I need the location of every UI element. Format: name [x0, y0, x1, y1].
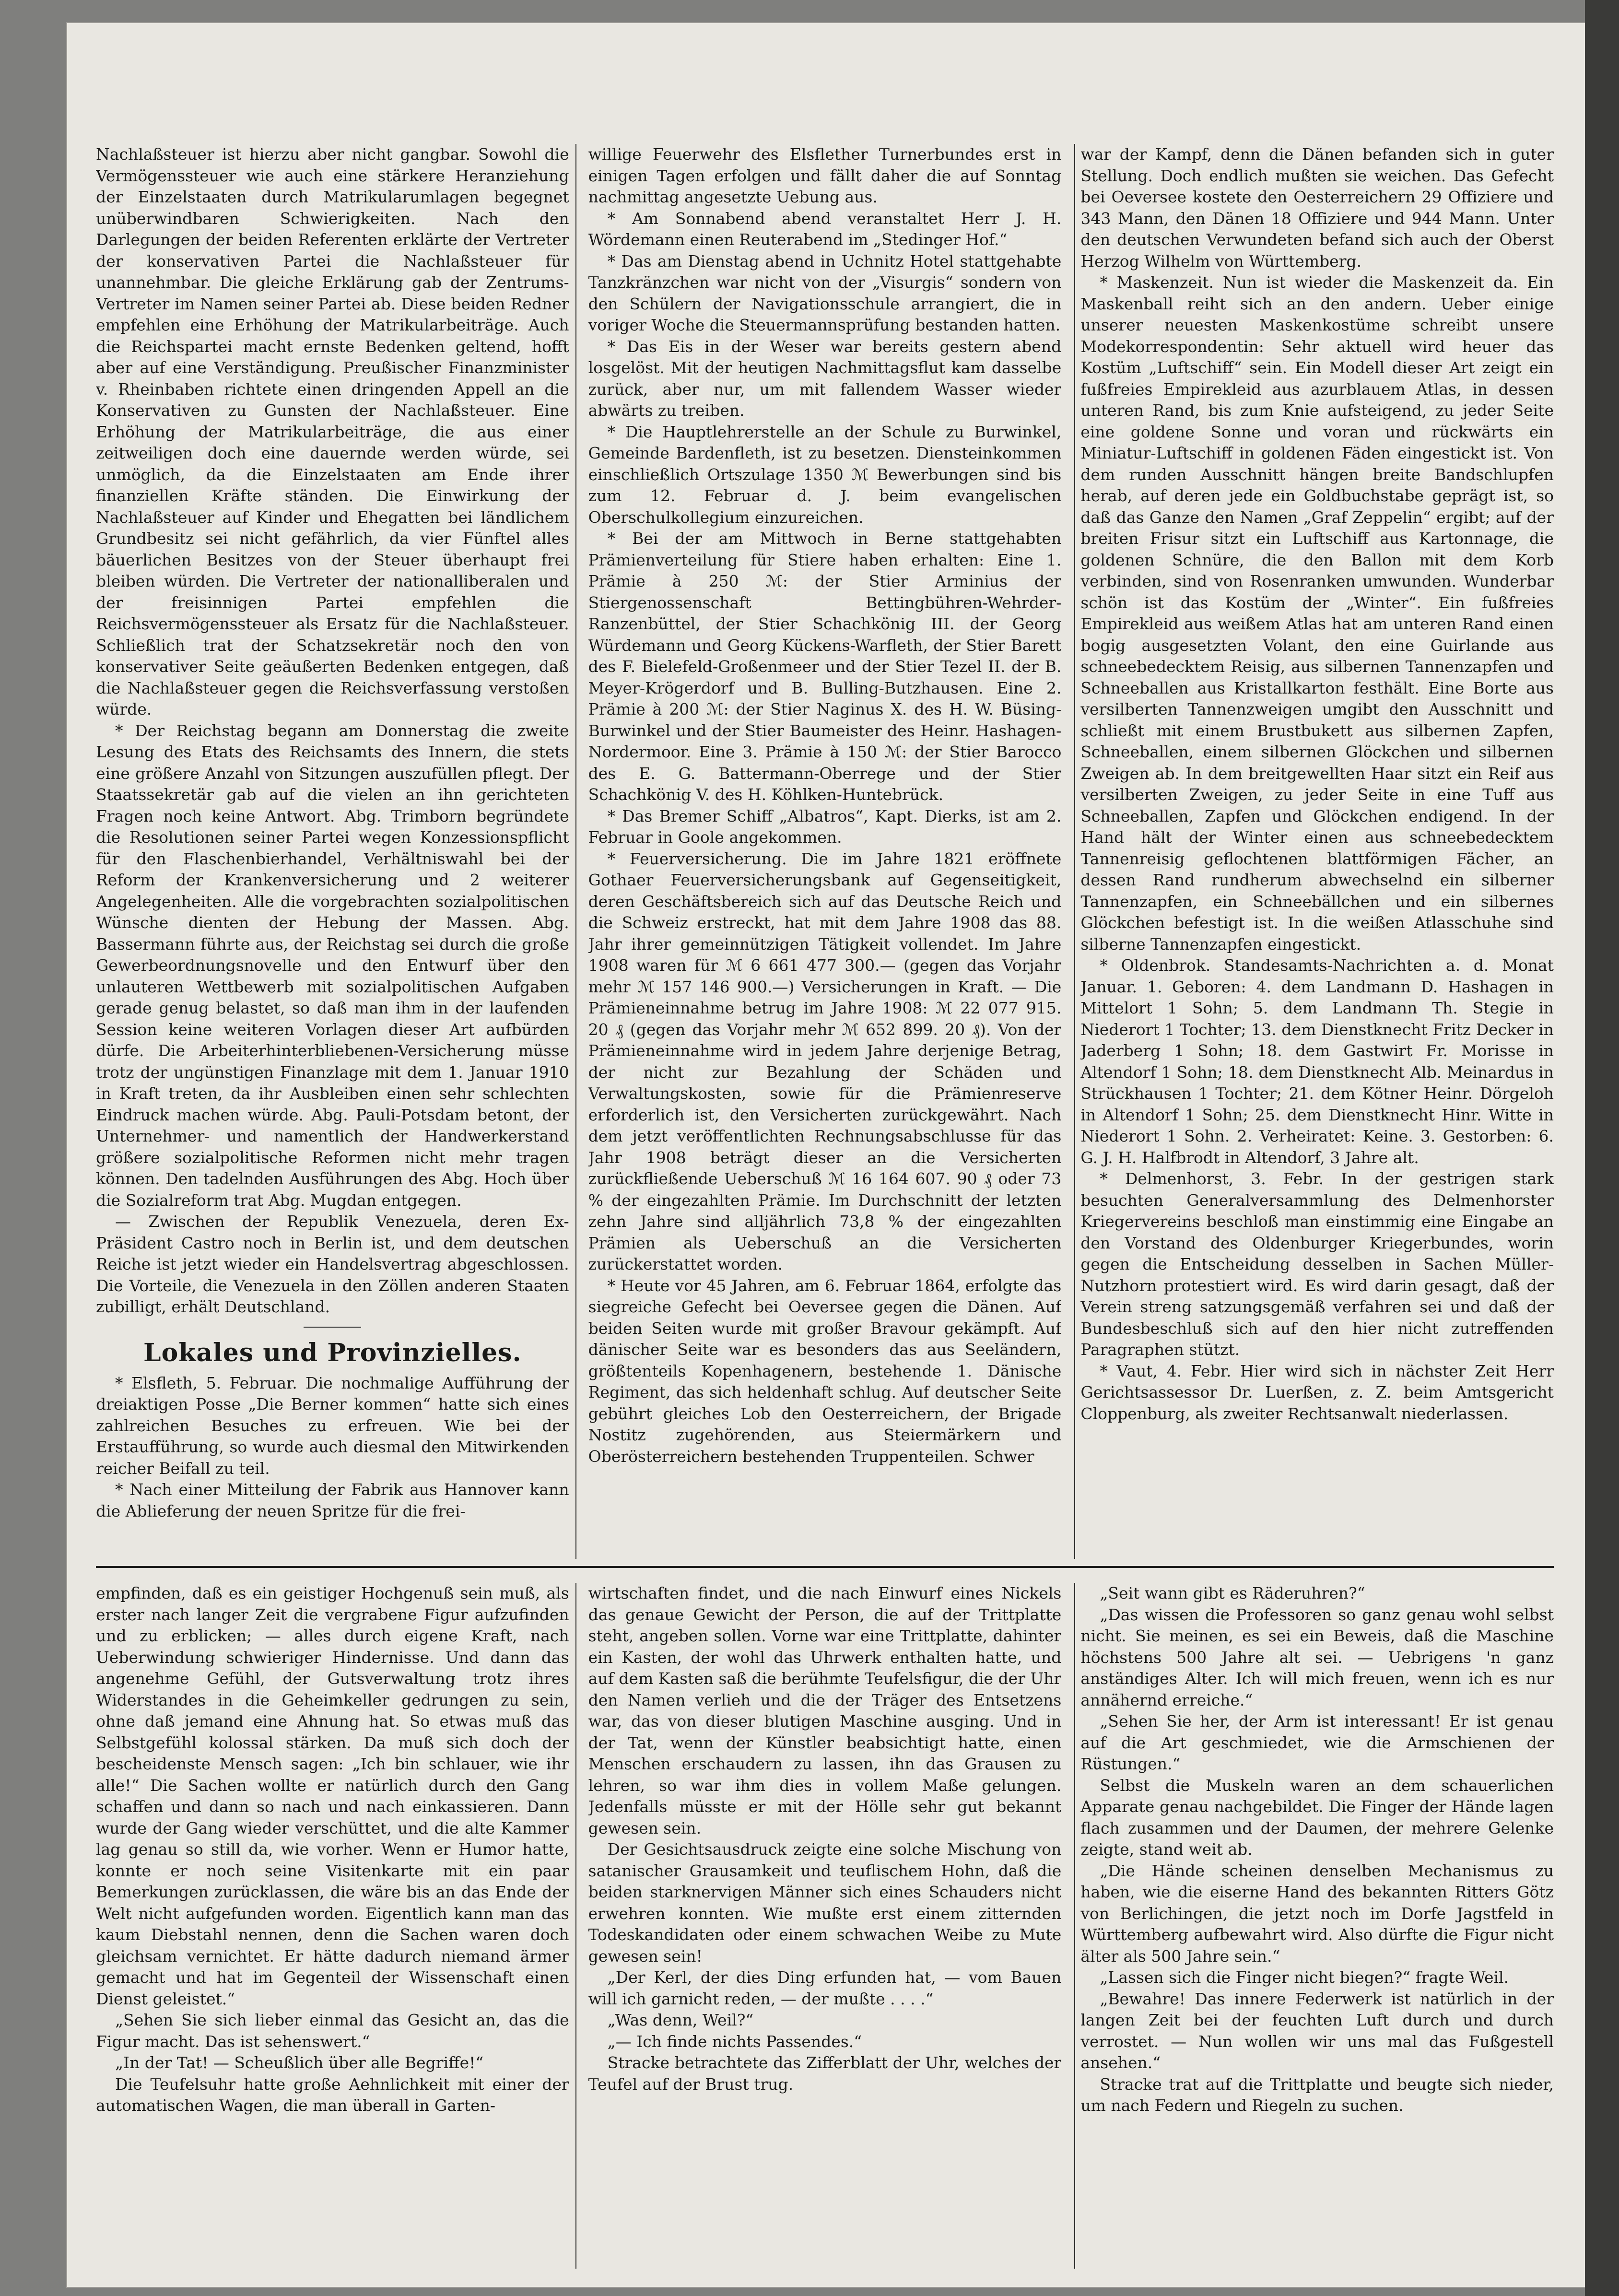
paragraph: * Das Bremer Schiff „Albatros“, Kapt. Dierks, ist am 2. Februar in Goole angekommen.	[588, 806, 1062, 847]
column-bottom-2	[588, 1583, 1062, 2269]
paragraph: * Das Eis in der Weser war bereits gestern abend losgelöst. Mit der heutigen Nachmittagsflut kam dasselbe zurück, aber nur, um mit fallendem Wasser wieder abwärts zu treiben.	[588, 337, 1062, 420]
column-bottom-3	[1080, 1583, 1554, 2269]
paragraph: Selbst die Muskeln waren an dem schauerlichen Apparate genau nachgebildet. Die Finger der Hände lagen flach zusammen und der Daumen, der mehrere Gelenke zeigte, stand weit ab.	[1080, 1776, 1554, 1859]
section-rule	[304, 1327, 361, 1328]
paragraph: * Nach einer Mitteilung der Fabrik aus Hannover kann die Ablieferung der neuen Spritze für die frei-	[96, 1480, 569, 1520]
paragraph: „Das wissen die Professoren so ganz genau wohl selbst nicht. Sie meinen, es sei ein Beweis, daß die Maschine höchstens 500 Jahre alt sei. — Uebrigens 'n ganz anständiges Alter. Ich will mich freuen, wenn ich es nur annähernd erreiche.“	[1080, 1605, 1554, 1709]
paragraph: „Lassen sich die Finger nicht biegen?“ fragte Weil.	[1100, 1968, 1509, 1987]
paragraph: Nachlaßsteuer ist hierzu aber nicht gangbar. Sowohl die Vermögenssteuer wie auch eine stärkere Heranziehung der Einzelstaaten durch Matrikularumlagen begegnet unüberwindbaren Schwierigkeiten. Nach den Darlegungen der beiden Referenten erklärte der Vertreter der konservativen Partei die Nachlaßsteuer für unannehmbar. Die gleiche Erklärung gab der Zentrums-Vertreter im Namen seiner Partei ab. Diese beiden Redner empfehlen eine Erhöhung der Matrikularbeiträge. Auch die Reichspartei macht ernste Bedenken geltend, hofft aber auf eine Verständigung. Preußischer Finanzminister v. Rheinbaben richtete einen dringenden Appell an die Konservativen zu Gunsten der Nachlaßsteuer. Eine Erhöhung der Matrikularbeiträge, die aus einer zeitweiligen doch eine dauernde werden würde, sei unmöglich, da die Einzelstaaten am Ende ihrer finanziellen Kräfte ständen. Die Einwirkung der Nachlaßsteuer auf Kinder und Ehegatten bei ländlichem Grundbesitz sei nicht gefährlich, da vier Fünftel alles bäuerlichen Besitzes von der Steuer überhaupt frei bleiben würden. Die Vertreter der nationalliberalen und der freisinnigen Partei empfehlen die Reichsvermögenssteuer als Ersatz für die Nachlaßsteuer. Schließlich trat der Schatzsekretär noch den von konservativer Seite geäußerten Bedenken entgegen, daß die Nachlaßsteuer gegen die Reichsverfassung verstoßen würde.	[96, 145, 569, 718]
paragraph: * Feuerversicherung. Die im Jahre 1821 eröffnete Gothaer Feuerversicherungsbank auf Gegenseitigkeit, deren Geschäftsbereich sich auf das Deutsche Reich und die Schweiz erstreckt, hat mit dem Jahre 1908 das 88. Jahr ihrer gemeinnützigen Tätigkeit vollendet. Im Jahre 1908 waren für ℳ 6 661 477 300.— (gegen das Vorjahr mehr ℳ 157 146 900.—) Versicherungen in Kraft. — Die Prämieneinnahme betrug im Jahre 1908: ℳ 22 077 915. 20 ₰ (gegen das Vorjahr mehr ℳ 652 899. 20 ₰). Von der Prämieneinnahme wird in jedem Jahre derjenige Betrag, der nicht zur Bezahlung der Schäden und Verwaltungskosten, sowie für die Prämienreserve erforderlich ist, den Versicherten zurückgewährt. Nach dem jetzt veröffentlichten Rechnungsabschlusse für das Jahr 1908 beträgt dieser an die Versicherten zurückfließende Ueberschuß ℳ 16 164 607. 90 ₰ oder 73 % der eingezahlten Prämie. Im Durchschnitt der letzten zehn Jahre sind alljährlich 73,8 % der eingezahlten Prämien als Ueberschuß an die Versicherten zurückerstattet worden.	[588, 849, 1062, 1273]
paragraph: „Der Kerl, der dies Ding erfunden hat, — vom Bauen will ich garnicht reden, — der mußte . . . .“	[588, 1968, 1062, 2008]
paragraph: Der Gesichtsausdruck zeigte eine solche Mischung von satanischer Grausamkeit und teuflischem Hohn, daß die beiden starknervigen Männer sich eines Schauders nicht erwehren konnten. Wie mußte erst einem zitternden Todeskandidaten oder einem schwachen Weibe zu Mute gewesen sein!	[588, 1840, 1062, 1966]
paragraph: * Am Sonnabend abend veranstaltet Herr J. H. Wördemann einen Reuterabend im „Stedinger Hof.“	[588, 209, 1062, 249]
paragraph: willige Feuerwehr des Elsflether Turnerbundes erst in einigen Tagen erfolgen und fällt daher die auf Sonntag nachmittag angesetzte Uebung aus.	[588, 145, 1062, 206]
column-rule	[1074, 1583, 1075, 2269]
paragraph: „Was denn, Weil?“	[607, 2011, 754, 2029]
paragraph: Die Teufelsuhr hatte große Aehnlichkeit mit einer der automatischen Wagen, die man überall in Garten-	[96, 2074, 569, 2115]
paragraph: empfinden, daß es ein geistiger Hochgenuß sein muß, als erster nach langer Zeit die vergrabene Figur aufzufinden und zu erblicken; — alles durch eigene Kraft, nach Ueberwindung schwieriger Hindernisse. Und dann das angenehme Gefühl, der Gutsverwaltung trotz ihres Widerstandes in die Geheimkeller gedrungen zu sein, ohne daß jemand eine Ahnung hat. So etwas muß das Selbstgefühl kolossal stärken. Da muß sich doch der bescheidenste Mensch sagen: „Ich bin schlauer, wie ihr alle!“ Die Sachen wollte er natürlich durch den Gang schaffen und dann so nach und nach einkassieren. Dann wurde der Gang wieder verschüttet, und die alte Kammer lag genau so still da, wie vorher. Wenn er Humor hatte, konnte er noch seine Visitenkarte mit ein paar Bemerkungen zurücklassen, die wäre bis an das Ende der Welt nicht aufgefunden worden. Eigentlich kann man das kaum Diebstahl nennen, denn die Sachen waren doch gleichsam vernichtet. Er hätte dadurch niemand ärmer gemacht und hat im Gegenteil der Wissenschaft einen Dienst geleistet.“	[96, 1584, 569, 2008]
column-bottom-1	[96, 1583, 569, 2269]
paragraph: * Delmenhorst, 3. Febr. In der gestrigen stark besuchten Generalversammlung des Delmenhorster Kriegervereins beschloß man einstimmig eine Eingabe an den Vorstand des Oldenburger Kriegerbundes, worin gegen die Entscheidung desselben in Sachen Müller-Nutzhorn protestiert wird. Es wird darin gesagt, daß der Verein streng satzungsgemäß verfahren sei und daß der Bundesbeschluß sich auf den hier nicht zutreffenden Paragraphen stützt.	[1080, 1169, 1554, 1359]
scan-edge	[1585, 0, 1619, 2296]
paragraph: * Heute vor 45 Jahren, am 6. Februar 1864, erfolgte das siegreiche Gefecht bei Oeversee gegen die Dänen. Auf beiden Seiten wurde mit großer Bravour gekämpft. Auf dänischer Seite war es besonders das aus Seeländern, größtenteils Kopenhagenern, bestehende 1. Dänische Regiment, das sich heldenhaft schlug. Auf deutscher Seite gebührt gleiches Lob den Oesterreichern, der Brigade Nostitz zugehörenden, aus Steiermärkern und Oberösterreichern bestehenden Truppenteilen. Schwer	[588, 1276, 1062, 1466]
top-section	[96, 144, 1554, 1559]
paragraph: * Vaut, 4. Febr. Hier wird sich in nächster Zeit Herr Gerichtsassessor Dr. Luerßen, z. Z. beim Amtsgericht Cloppenburg, als zweiter Rechtsanwalt niederlassen.	[1080, 1361, 1554, 1423]
paragraph: „Bewahre! Das innere Federwerk ist natürlich in der langen Zeit bei der feuchten Luft durch und durch verrostet. — Nun wollen wir uns mal das Fußgestell ansehen.“	[1080, 1989, 1554, 2072]
feuilleton-rule	[96, 1566, 1554, 1568]
section-heading: Lokales und Provinzielles.	[143, 1338, 522, 1367]
paragraph: — Zwischen der Republik Venezuela, deren Ex-Präsident Castro noch in Berlin ist, und dem deutschen Reiche ist jetzt wieder ein Handelsvertrag abgeschlossen. Die Vorteile, die Venezuela in den Zöllen anderen Staaten zubilligt, erhält Deutschland.	[96, 1212, 569, 1316]
feuilleton-section	[96, 1583, 1554, 2269]
paragraph: „In der Tat! — Scheußlich über alle Begriffe!“	[115, 2053, 484, 2072]
column-top-2	[588, 144, 1062, 1559]
paragraph: * Elsfleth, 5. Februar. Die nochmalige Aufführung der dreiaktigen Posse „Die Berner kommen“ hatte sich eines zahlreichen Besuches zu erfreuen. Wie bei der Erstaufführung, so wurde auch diesmal den Mitwirkenden reicher Beifall zu teil.	[96, 1373, 569, 1478]
paragraph: * Oldenbrok. Standesamts-Nachrichten a. d. Monat Januar. 1. Geboren: 4. dem Landmann D. Hashagen in Mittelort 1 Sohn; 5. dem Landmann Th. Stegie in Niederort 1 Tochter; 13. dem Dienstknecht Fritz Decker in Jaderberg 1 Sohn; 18. dem Gastwirt Fr. Morisse in Altendorf 1 Sohn; 18. dem Dienstknecht Alb. Meinardus in Strückhausen 1 Tochter; 21. dem Kötner Heinr. Dörgeloh in Altendorf 1 Sohn; 25. dem Dienstknecht Hinr. Witte in Niederort 1 Sohn. 2. Verheiratet: Keine. 3. Gestorben: 6. G. J. H. Halfbrodt in Altendorf, 3 Jahre alt.	[1080, 956, 1554, 1167]
column-top-1	[96, 144, 569, 1559]
column-rule	[575, 1583, 576, 2269]
paragraph: „Die Hände scheinen denselben Mechanismus zu haben, wie die eiserne Hand des bekannten Ritters Götz von Berlichingen, die jetzt noch im Dorfe Jagstfeld in Württemberg aufbewahrt wird. Also dürfte die Figur nicht älter als 500 Jahre sein.“	[1080, 1861, 1554, 1966]
paragraph: wirtschaften findet, und die nach Einwurf eines Nickels das genaue Gewicht der Person, die auf der Trittplatte steht, angeben sollen. Vorne war eine Trittplatte, dahinter ein Kasten, der wohl das Uhrwerk enthalten hatte, und auf dem Kasten saß die berühmte Teufelsfigur, die der Uhr den Namen verlieh und die der Träger des Entsetzens war, das von dieser blutigen Maschine ausging. Und in der Tat, wenn der Künstler beabsichtigt hatte, einen Menschen erschaudern zu lassen, ihn das Grausen zu lehren, so war ihm dies in vollem Maße gelungen. Jedenfalls müsste er mit der Hölle sehr gut bekannt gewesen sein.	[588, 1584, 1062, 1837]
column-top-3	[1080, 144, 1554, 1559]
paragraph: „Seit wann gibt es Räderuhren?“	[1100, 1584, 1365, 1602]
paragraph: „Sehen Sie her, der Arm ist interessant! Er ist genau auf die Art geschmiedet, wie die Armschienen der Rüstungen.“	[1080, 1712, 1554, 1773]
paragraph: „Sehen Sie sich lieber einmal das Gesicht an, das die Figur macht. Das ist sehenswert.“	[96, 2011, 569, 2051]
paragraph: * Bei der am Mittwoch in Berne stattgehabten Prämienverteilung für Stiere haben erhalten: Eine 1. Prämie à 250 ℳ: der Stier Arminius der Stiergenossenschaft Bettingbühren-Wehrder-Ranzenbüttel, der Stier Schachkönig III. der Georg Würdemann und Georg Kückens-Warfleth, der Stier Barett des F. Bielefeld-Großenmeer und der Stier Tezel II. der B. Meyer-Krögerdorf und B. Bulling-Butzhausen. Eine 2. Prämie à 200 ℳ: der Stier Naginus X. des H. W. Büsing-Burwinkel und der Stier Baumeister des Heinr. Hashagen-Nordermoor. Eine 3. Prämie à 150 ℳ: der Stier Barocco des E. G. Battermann-Oberrege und der Stier Schachkönig V. des H. Köhlken-Huntebrück.	[588, 529, 1062, 804]
paragraph: Stracke betrachtete das Zifferblatt der Uhr, welches der Teufel auf der Brust trug.	[588, 2053, 1062, 2094]
paragraph: * Maskenzeit. Nun ist wieder die Maskenzeit da. Ein Maskenball reiht sich an den andern. Ueber einige unserer neuesten Maskenkostüme schreibt unsere Modekorrespondentin: Sehr aktuell wird heuer das Kostüm „Luftschiff“ sein. Ein Modell dieser Art zeigt ein fußfreies Empirekleid aus azurblauem Atlas, in dessen unteren Rand, bis zum Knie aufsteigend, zu jeder Seite eine goldene Sonne und voran und rückwärts ein Miniatur-Luftschiff in goldenen Fäden eingestickt ist. Von dem runden Ausschnitt hängen breite Bandschlupfen herab, auf deren jede ein Goldbuchstabe geprägt ist, so daß das Ganze den Namen „Graf Zeppelin“ ergibt; auf der breiten Frisur sitzt ein Luftschiff aus Kartonnage, die goldenen Schnüre, die den Ballon mit dem Korb verbinden, sind von Rosenranken umwunden. Wunderbar schön ist das Kostüm der „Winter“. Ein fußfreies Empirekleid aus weißem Atlas hat am unteren Rand einen bogig ausgesetzten Volant, den eine Guirlande aus schneebedecktem Reisig, aus silbernen Tannenzapfen und Schneeballen aus Kristallkarton festhält. Eine Borte aus versilberten Tannenzweigen umgibt den Ausschnitt und schließt mit einem Brustbukett aus silbernen Zapfen, Schneeballen, einem silbernen Glöckchen und silbernen Zweigen ab. In dem breitgewellten Haar sitzt ein Reif aus versilberten Zweigen, zu jeder Seite in eine Tuff aus Schneeballen, Zapfen und Glöckchen endigend. In der Hand hält der Winter einen aus schneebedecktem Tannenreisig geflochtenen blattförmigen Fächer, an dessen Rand rundherum abwechselnd ein silberner Tannenzapfen, ein Schneebällchen und ein silbernes Glöckchen befestigt ist. In die weißen Atlasschuhe sind silberne Tannenzapfen eingestickt.	[1080, 273, 1554, 954]
paragraph: * Das am Dienstag abend in Uchnitz Hotel stattgehabte Tanzkränzchen war nicht von der „Visurgis“ sondern von den Schülern der Navigationsschule arrangiert, die in voriger Woche die Steuermannsprüfung bestanden hatten.	[588, 251, 1062, 334]
column-rule	[1074, 144, 1075, 1559]
paragraph: * Die Hauptlehrerstelle an der Schule zu Burwinkel, Gemeinde Bardenfleth, ist zu besetzen. Diensteinkommen einschließlich Ortszulage 1350 ℳ Bewerbungen sind bis zum 12. Februar d. J. beim evangelischen Oberschulkollegium einzureichen.	[588, 422, 1062, 527]
paragraph: „— Ich finde nichts Passendes.“	[607, 2032, 862, 2051]
paragraph: * Der Reichstag begann am Donnerstag die zweite Lesung des Etats des Reichsamts des Innern, die stets eine größere Anzahl von Sitzungen auszufüllen pflegt. Der Staatssekretär gab auf die vielen an ihn gerichteten Fragen noch keine Antwort. Abg. Trimborn begründete die Resolutionen seiner Partei wegen Konzessionspflicht für den Flaschenbierhandel, Verhältniswahl bei der Reform der Krankenversicherung und 2 weiterer Angelegenheiten. Alle die vorgebrachten sozialpolitischen Wünsche dienten der Hebung der Massen. Abg. Bassermann führte aus, der Reichstag sei durch die große Gewerbeordnungsnovelle und den Entwurf über den unlauteren Wettbewerb mit sozialpolitischen Aufgaben gerade genug belastet, so daß man ihm in der laufenden Session keine weiteren Vorlagen dieser Art aufbürden dürfe. Die Arbeiterhinterbliebenen-Versicherung müsse trotz der ungünstigen Finanzlage mit dem 1. Januar 1910 in Kraft treten, da ihr Ausbleiben einen sehr schlechten Eindruck machen würde. Abg. Pauli-Potsdam betont, der Unternehmer- und namentlich der Handwerkerstand größere sozialpolitische Reformen nicht mehr tragen können. Den tadelnden Ausführungen des Abg. Hoch über die Sozialreform trat Abg. Mugdan entgegen.	[96, 721, 569, 1210]
paragraph: Stracke trat auf die Trittplatte und beugte sich nieder, um nach Federn und Riegeln zu suchen.	[1080, 2074, 1554, 2115]
paragraph: war der Kampf, denn die Dänen befanden sich in guter Stellung. Doch endlich mußten sie weichen. Das Gefecht bei Oeversee kostete den Oesterreichern 29 Offiziere und 343 Mann, den Dänen 18 Offiziere und 944 Mann. Unter den deutschen Verwundeten befand sich auch der Oberst Herzog Wilhelm von Württemberg.	[1080, 145, 1554, 271]
column-rule	[575, 144, 576, 1559]
